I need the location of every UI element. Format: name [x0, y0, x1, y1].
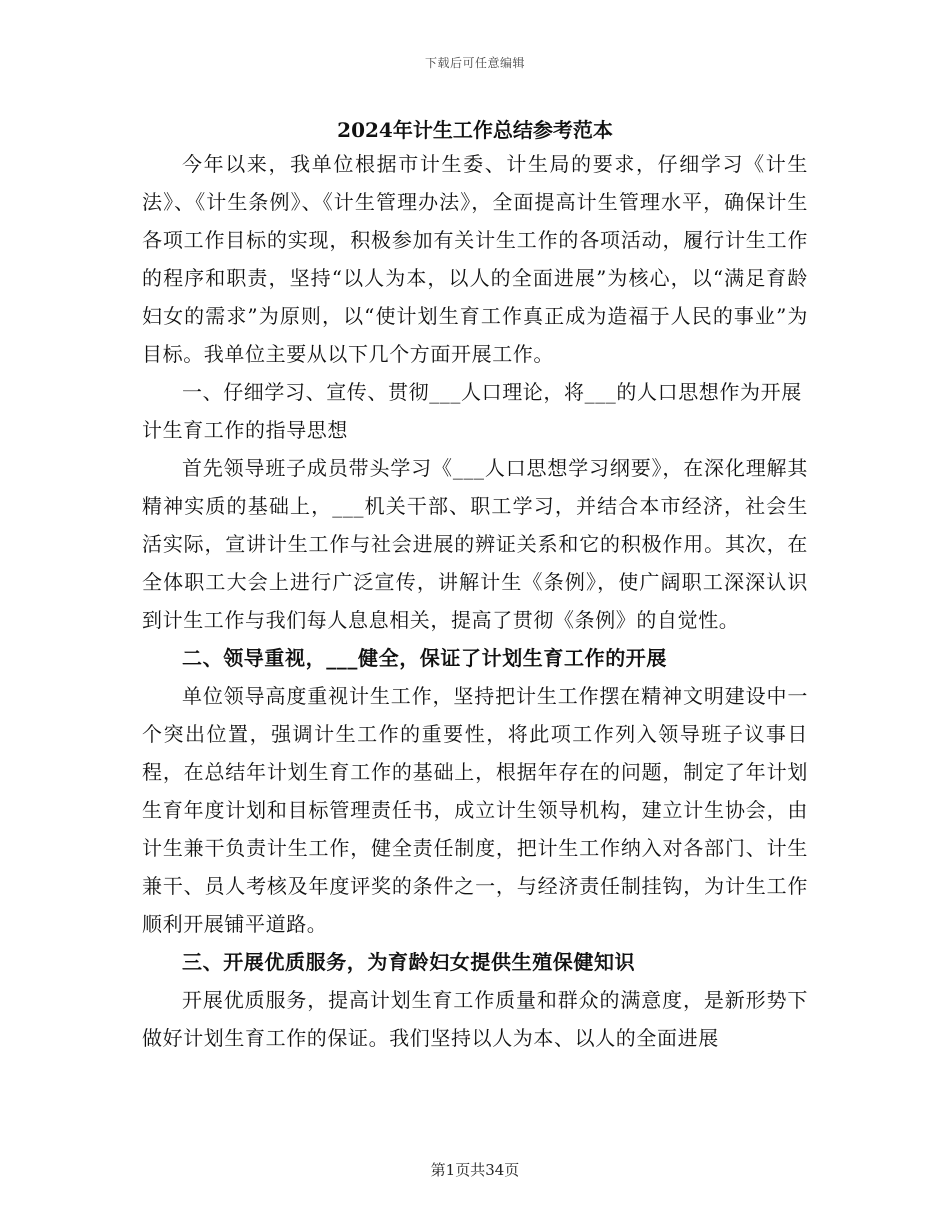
- header-note: 下载后可任意编辑: [424, 56, 525, 70]
- document-body: [142, 145, 808, 1057]
- document-title: 2024年计生工作总结参考范本: [337, 118, 613, 142]
- intro-paragraph: 今年以来，我单位根据市计生委、计生局的要求，仔细学习《计生法》、《计生条例》、《计生管理办法》，全面提高计生管理水平，确保计生各项工作目标的实现，积极参加有关计生工作的各项活动，履行计生工作的程序和职责，坚持“以人为本，以人的全面进展”为核心，以“满足育龄妇女的需求”为原则，以“使计划生育工作真正成为造福于人民的事业”为目标。我单位主要从以下几个方面开展工作。: [142, 152, 808, 366]
- section-heading-3: 三、开展优质服务，为育龄妇女提供生殖保健知识: [182, 950, 636, 974]
- section-2-paragraph: 单位领导高度重视计生工作，坚持把计生工作摆在精神文明建设中一个突出位置，强调计生工作的重要性，将此项工作列入领导班子议事日程，在总结年计划生育工作的基础上，根据年存在的问题，制定了年计划生育年度计划和目标管理责任书，成立计生领导机构，建立计生协会，由计生兼干负责计生工作，健全责任制度，把计生工作纳入对各部门、计生兼干、员人考核及年度评奖的条件之一，与经济责任制挂钩，为计生工作顺利开展铺平道路。: [142, 684, 808, 936]
- section-1-paragraph: 首先领导班子成员带头学习《___人口思想学习纲要》，在深化理解其精神实质的基础上，___机关干部、职工学习，并结合本市经济，社会生活实际，宣讲计生工作与社会进展的辨证关系和它的积极作用。其次，在全体职工大会上进行广泛宣传，讲解计生《条例》，使广阔职工深深认识到计生工作与我们每人息息相关，提高了贯彻《条例》的自觉性。: [142, 456, 808, 632]
- section-3-paragraph: 开展优质服务，提高计划生育工作质量和群众的满意度，是新形势下做好计划生育工作的保证。我们坚持以人为本、以人的全面进展: [142, 988, 808, 1050]
- page-footer: 第1页共34页: [430, 1161, 520, 1179]
- section-heading-1: 一、仔细学习、宣传、贯彻___人口理论，将___的人口思想作为开展计生育工作的指导思想: [142, 380, 802, 442]
- section-heading-2: 二、领导重视，___健全，保证了计划生育工作的开展: [182, 646, 667, 670]
